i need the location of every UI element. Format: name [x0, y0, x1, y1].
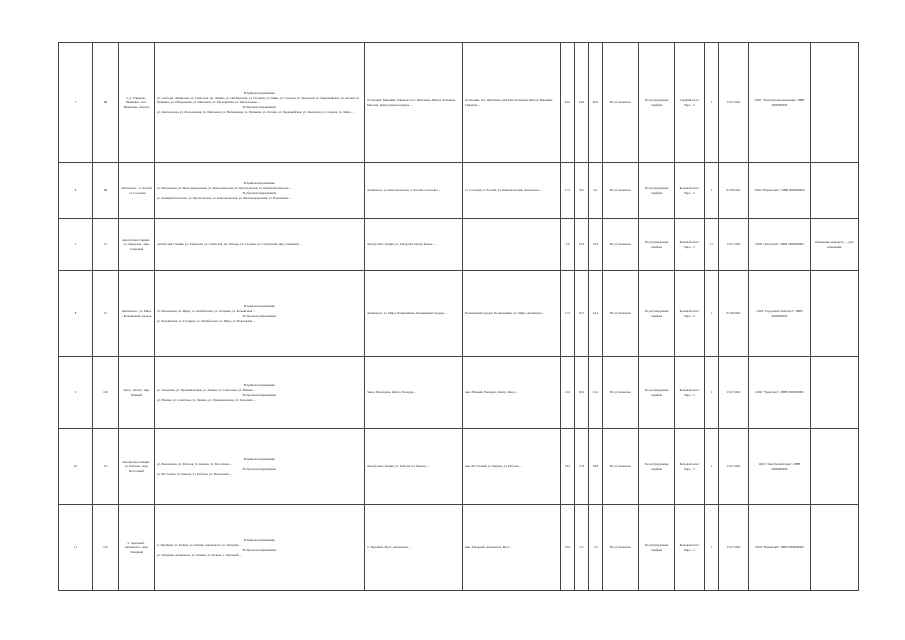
tariff-type — [639, 429, 675, 505]
cell-stops-fwd: п. Заречный, Мост, Автовокзал ... — [367, 545, 411, 550]
start-date — [719, 163, 749, 219]
route-name — [119, 163, 155, 219]
stops-backward — [463, 505, 561, 591]
length-total — [589, 43, 603, 163]
cell-qty: 1 — [710, 464, 713, 469]
cell-tariff: По регулируемым тарифам — [644, 309, 669, 318]
cell-stops-back: Остановки: пос. Ивантеево, Магазин, Больница, Школа, Вишняки, Гаврилов ... — [465, 98, 553, 107]
stop-order — [603, 43, 639, 163]
cell-ways-back-title: В обратном направлении: — [242, 547, 277, 552]
start-date — [719, 271, 749, 357]
start-date — [719, 43, 749, 163]
row-number — [59, 219, 93, 271]
tariff-type — [639, 43, 675, 163]
row-number — [59, 43, 93, 163]
cell-route-name: Автовокзал - п. Лесной - ст. Сосновая — [121, 186, 152, 195]
cell-stops-fwd: Автовокзал, ул. Комсомольская, п. Лесной, Сельсовет ... — [367, 188, 442, 193]
cell-reg: 1б — [103, 311, 108, 316]
row-notes — [811, 429, 859, 505]
table-row — [59, 271, 859, 357]
carrier-info — [749, 219, 811, 271]
cell-len-total: 62,0 — [592, 100, 599, 105]
length-backward — [575, 357, 589, 429]
cell-stops-back: Больничный городок, Поликлиника, ул. Мира, Автовокзал ... — [465, 311, 546, 316]
cell-len-fwd: 12,6 — [564, 390, 571, 395]
route-name — [119, 505, 155, 591]
stop-order — [603, 163, 639, 219]
cell-stops-fwd: Автовокзал, ул. Мира, Поликлиника, Больничный городок ... — [367, 311, 448, 316]
cell-len-total: 7,4 — [593, 545, 598, 550]
stops-backward — [463, 163, 561, 219]
table-row — [59, 219, 859, 271]
tariff-type — [639, 219, 675, 271]
length-backward — [575, 271, 589, 357]
row-notes — [811, 505, 859, 591]
carrier-info — [749, 505, 811, 591]
vehicle-quantity — [705, 43, 719, 163]
row-number — [59, 271, 93, 357]
cell-reg: 89 — [103, 188, 108, 193]
cell-len-back: 20,9 — [578, 390, 585, 395]
length-backward — [575, 219, 589, 271]
cell-num: 9 — [74, 390, 77, 395]
cell-len-fwd: 5,6 — [565, 242, 570, 247]
cell-route-name: Автобусная станция - ул. Рабочая - мкр. Восточный — [122, 460, 151, 473]
cell-start-date: 15.07.2022 — [726, 390, 741, 395]
start-date — [719, 219, 749, 271]
table-row — [59, 505, 859, 591]
length-total — [589, 357, 603, 429]
cell-stop-order: Не установлено — [610, 188, 631, 193]
route-streets — [155, 505, 365, 591]
vehicle-quantity — [705, 429, 719, 505]
cell-notes: Изменение маршрута, ... дата изменения — [815, 240, 854, 249]
table-row — [59, 357, 859, 429]
cell-len-total: 22,2 — [592, 311, 599, 316]
cell-len-fwd: 11,5 — [564, 311, 571, 316]
cell-ways-fwd: ул. Вокзальная, ул. Рабочая, ул. Кирова, ул. Восточная ... — [157, 462, 232, 467]
cell-stop-order: Не установлено — [610, 464, 631, 469]
route-streets — [155, 357, 365, 429]
cell-qty: 1 — [710, 100, 713, 105]
cell-ways-fwd: ул. Вокзальная, ул. Мира, ул. Октябрьская, ул. Гагарина, ул. Больничная ... — [157, 309, 256, 314]
cell-ways-back-title: В обратном направлении: — [242, 392, 277, 397]
cell-stops-fwd: Автобусная станция, ул. Заводская, Центр, Рынок ... — [367, 242, 436, 247]
cell-len-back: 43,0 — [578, 100, 585, 105]
cell-qty: 1 — [710, 545, 713, 550]
cell-num: 11 — [74, 545, 77, 550]
registry-number — [93, 43, 119, 163]
cell-len-fwd: 18,5 — [564, 464, 571, 469]
row-notes — [811, 219, 859, 271]
cell-len-total: 21,2 — [592, 390, 599, 395]
cell-ways-back-title: В обратном направлении: — [242, 466, 277, 471]
cell-vehicle: Средний класс Евро - 5 — [679, 98, 700, 107]
cell-start-date: 15.07.2022 — [726, 100, 741, 105]
cell-qty: 1 — [710, 311, 713, 316]
routes-table — [58, 42, 859, 591]
cell-num: 7 — [74, 242, 77, 247]
cell-reg: 12б — [103, 545, 108, 550]
cell-stop-order: Не установлено — [610, 100, 631, 105]
stops-forward — [365, 505, 463, 591]
cell-stop-order: Не установлено — [610, 242, 631, 247]
vehicle-class — [675, 271, 705, 357]
cell-len-back: 17,0 — [578, 464, 585, 469]
length-total — [589, 429, 603, 505]
tariff-type — [639, 163, 675, 219]
cell-start-date: 15.07.2022 — [726, 242, 741, 247]
cell-len-total: 10,6 — [592, 242, 599, 247]
cell-len-back: 8,0 — [579, 188, 584, 193]
row-notes — [811, 163, 859, 219]
cell-route-name: Автовокзал - ул. Мира - Больничный городок — [121, 309, 152, 318]
length-backward — [575, 163, 589, 219]
cell-len-fwd: 10,0 — [564, 545, 571, 550]
cell-reg: 11а — [103, 464, 108, 469]
stops-forward — [365, 271, 463, 357]
vehicle-class — [675, 219, 705, 271]
stop-order — [603, 505, 639, 591]
cell-stops-fwd: Остановки: Вишняки, Гаврилов, пос. Ивантеево, Школа, Больница, Магазин, Центральная площадь ... — [367, 98, 456, 107]
cell-ways-fwd-title: В прямом направлении: — [243, 304, 276, 309]
route-name — [119, 43, 155, 163]
cell-carrier: ООО "Транспорт", ИНН 0000000000 — [755, 390, 804, 395]
cell-len-back: 10,7 — [578, 311, 585, 316]
cell-qty: 1а — [710, 242, 713, 247]
cell-ways-back: ул. Южная, ул. Советская, ул. Ленина, ул. Промышленная, ул. Заводская ... — [157, 397, 256, 402]
stop-order — [603, 219, 639, 271]
cell-len-fwd: 17,5 — [564, 188, 571, 193]
length-backward — [575, 43, 589, 163]
stops-forward — [365, 357, 463, 429]
cell-tariff: По регулируемым тарифам — [644, 240, 669, 249]
row-number — [59, 357, 93, 429]
cell-vehicle: Большой класс Евро - 5 — [679, 186, 700, 195]
table-row — [59, 429, 859, 505]
length-forward — [561, 163, 575, 219]
tariff-type — [639, 357, 675, 429]
length-backward — [575, 429, 589, 505]
cell-ways-back: ул. Восточная, ул. Кирова, ул. Рабочая, ул. Вокзальная ... — [157, 471, 232, 476]
stops-backward — [463, 271, 561, 357]
length-backward — [575, 505, 589, 591]
cell-qty: 1 — [710, 390, 713, 395]
cell-tariff: По регулируемым тарифам — [644, 462, 669, 471]
cell-start-date: 01.08.2022 — [726, 188, 741, 193]
route-streets — [155, 271, 365, 357]
row-notes — [811, 271, 859, 357]
carrier-info — [749, 271, 811, 357]
registry-number — [93, 505, 119, 591]
length-forward — [561, 219, 575, 271]
cell-ways-fwd: Автобусная станция, ул. Заводская, ул. Советская, пр. Победы, ул. Садовая, ул. Строителей, мкр. Северный ... — [157, 242, 302, 247]
route-name — [119, 429, 155, 505]
carrier-info — [749, 43, 811, 163]
length-total — [589, 163, 603, 219]
cell-route-name: п. д. Гаврилов - Вишняки - пос. Ивантеево, обратно — [123, 96, 150, 109]
vehicle-quantity — [705, 357, 719, 429]
carrier-info — [749, 163, 811, 219]
tariff-type — [639, 271, 675, 357]
cell-len-back: 19,3 — [578, 242, 585, 247]
cell-route-name: Автобусная станция - ул. Заводская - мкр. Северный — [122, 238, 151, 251]
route-name — [119, 357, 155, 429]
document-page — [58, 42, 858, 591]
vehicle-class — [675, 163, 705, 219]
registry-number — [93, 271, 119, 357]
table-row — [59, 43, 859, 163]
route-streets — [155, 429, 365, 505]
cell-ways-back: ул. Западная, Автовокзал, ул. Ленина, ул. Речная, п. Заречный ... — [157, 552, 242, 557]
cell-route-name: Завод - Центр - мкр. Южный — [123, 388, 150, 397]
cell-len-total: 18,8 — [592, 464, 599, 469]
cell-ways-fwd-title: В прямом направлении: — [243, 383, 276, 388]
cell-vehicle: Большой класс Евро - 5 — [679, 462, 700, 471]
stops-backward — [463, 43, 561, 163]
vehicle-class — [675, 357, 705, 429]
cell-stop-order: Не установлено — [610, 545, 631, 550]
registry-number — [93, 163, 119, 219]
stops-backward — [463, 357, 561, 429]
cell-ways-back: ул. Больничная, ул. Гагарина, ул. Октябрьская, ул. Мира, ул. Вокзальная ... — [157, 318, 256, 323]
cell-carrier: ООО "Городской транспорт", ИНН 0000000000 — [756, 309, 803, 318]
length-forward — [561, 271, 575, 357]
stops-forward — [365, 163, 463, 219]
cell-reg: 88 — [103, 100, 108, 105]
cell-ways-back-title: В обратном направлении: — [242, 190, 277, 195]
vehicle-class — [675, 43, 705, 163]
cell-ways-back-title: В обратном направлении: — [242, 313, 277, 318]
cell-vehicle: Большой класс Евро - 5 — [679, 543, 700, 552]
route-name — [119, 271, 155, 357]
stops-backward — [463, 429, 561, 505]
cell-route-name: п. Заречный - Автовокзал - мкр. Западный — [124, 541, 149, 554]
length-forward — [561, 505, 575, 591]
cell-reg: 10б — [103, 390, 108, 395]
cell-reg: 1а — [104, 242, 107, 247]
cell-ways-fwd: ул. Свободы, Ленинская, ул. Советская, пр. Ленина, ул. Октябрьская, ул. Гагарина, ул. Мира, ул. Садовая, ул. Заводская, ул. Первомайская, ул. Лесная, ул. Пушкина, ул. Набережная, ул. Школьная, ул. Молодёжная, ул. Центральная ... — [157, 96, 360, 105]
cell-stop-order: Не установлено — [610, 390, 631, 395]
cell-ways-fwd-title: В прямом направлении: — [243, 90, 276, 95]
length-total — [589, 505, 603, 591]
row-notes — [811, 43, 859, 163]
cell-num: 8 — [74, 188, 77, 193]
cell-carrier: ООО "Перевозки", ИНН 0000000000 — [755, 545, 804, 550]
start-date — [719, 505, 749, 591]
registry-number — [93, 357, 119, 429]
cell-carrier: ООО "Транспортная компания", ИНН 0000000000 — [754, 98, 805, 107]
cell-stops-back: мкр. Восточный, ул. Кирова, ул. Рабочая ... — [465, 464, 522, 469]
cell-ways-fwd: п. Заречный, ул. Речная, ул. Ленина, Автовокзал, ул. Западная ... — [157, 543, 242, 548]
cell-stops-back: ст. Сосновая, п. Лесной, ул. Комсомольская, Автовокзал ... — [465, 188, 543, 193]
length-forward — [561, 43, 575, 163]
cell-tariff: По регулируемым тарифам — [644, 543, 669, 552]
route-streets — [155, 163, 365, 219]
cell-ways-fwd-title: В прямом направлении: — [243, 538, 276, 543]
length-total — [589, 219, 603, 271]
length-forward — [561, 429, 575, 505]
cell-stops-back: мкр. Южный, Площадь, Центр, Завод ... — [465, 390, 518, 395]
row-number — [59, 163, 93, 219]
cell-len-fwd: 44,0 — [564, 100, 571, 105]
row-number — [59, 505, 93, 591]
cell-ways-back: ул. Центральная, ул. Молодёжная, ул. Школьная, ул. Набережная, ул. Пушкина, ул. Лесная, ул. Первомайская, ул. Заводская, ул. Садовая, ул. Мира ... — [157, 109, 354, 114]
row-number — [59, 429, 93, 505]
cell-carrier: ООО "Перевозчик", ИНН 0000000000 — [754, 188, 805, 193]
cell-stop-order: Не установлено — [610, 311, 631, 316]
tariff-type — [639, 505, 675, 591]
stops-backward — [463, 219, 561, 271]
cell-ways-fwd-title: В прямом направлении: — [243, 457, 276, 462]
length-total — [589, 271, 603, 357]
registry-number — [93, 429, 119, 505]
cell-tariff: По регулируемым тарифам — [644, 388, 669, 397]
cell-carrier: ООО "Автобусный парк", ИНН 0000000000 — [758, 462, 801, 471]
cell-len-back: 5,5 — [579, 545, 584, 550]
length-forward — [561, 357, 575, 429]
start-date — [719, 357, 749, 429]
route-streets — [155, 219, 365, 271]
registry-number — [93, 219, 119, 271]
cell-stops-fwd: Завод, Проходная, Центр, Площадь ... — [367, 390, 417, 395]
vehicle-class — [675, 429, 705, 505]
cell-vehicle: Большой класс Евро - 5 — [679, 240, 700, 249]
carrier-info — [749, 357, 811, 429]
cell-ways-fwd: ул. Вокзальная, ул. Железнодорожная, ул. Комсомольская, ул. Пролетарская, ул. Коммунистическая ... — [157, 186, 292, 191]
cell-num: 10 — [73, 464, 78, 469]
cell-stops-fwd: Автобусная станция, ул. Рабочая, ул. Кирова ... — [367, 464, 429, 469]
cell-start-date: 15.07.2022 — [726, 545, 741, 550]
stop-order — [603, 357, 639, 429]
cell-ways-back: ул. Коммунистическая, ул. Пролетарская, ул. Комсомольская, ул. Железнодорожная, ул. Вокзальная ... — [157, 195, 292, 200]
cell-vehicle: Большой класс Евро - 5 — [679, 388, 700, 397]
stops-forward — [365, 219, 463, 271]
carrier-info — [749, 429, 811, 505]
cell-ways-fwd-title: В прямом направлении: — [243, 181, 276, 186]
route-streets — [155, 43, 365, 163]
cell-stops-back: мкр. Западный, Автовокзал, Мост ... — [465, 545, 513, 550]
cell-carrier: ООО "Автотранс", ИНН 0000000000 — [755, 242, 804, 247]
cell-tariff: По регулируемым тарифам — [644, 186, 669, 195]
cell-vehicle: Большой класс Евро - 5 — [679, 309, 700, 318]
cell-qty: 1 — [710, 188, 713, 193]
cell-tariff: По регулируемым тарифам — [644, 98, 669, 107]
vehicle-quantity — [705, 163, 719, 219]
start-date — [719, 429, 749, 505]
vehicle-class — [675, 505, 705, 591]
cell-ways-back-title: В обратном направлении: — [242, 104, 277, 109]
vehicle-quantity — [705, 271, 719, 357]
cell-start-date: 01.08.2022 — [726, 311, 741, 316]
stops-forward — [365, 43, 463, 163]
cell-ways-fwd: ул. Заводская, ул. Промышленная, ул. Ленина, ул. Советская, ул. Южная ... — [157, 388, 256, 393]
stop-order — [603, 271, 639, 357]
cell-start-date: 15.07.2022 — [726, 464, 741, 469]
vehicle-quantity — [705, 505, 719, 591]
row-notes — [811, 357, 859, 429]
table-row — [59, 163, 859, 219]
cell-num: 8 — [74, 311, 77, 316]
cell-num: 7 — [74, 100, 77, 105]
route-name — [119, 219, 155, 271]
cell-len-total: 9,4 — [593, 188, 598, 193]
stop-order — [603, 429, 639, 505]
stops-forward — [365, 429, 463, 505]
vehicle-quantity — [705, 219, 719, 271]
